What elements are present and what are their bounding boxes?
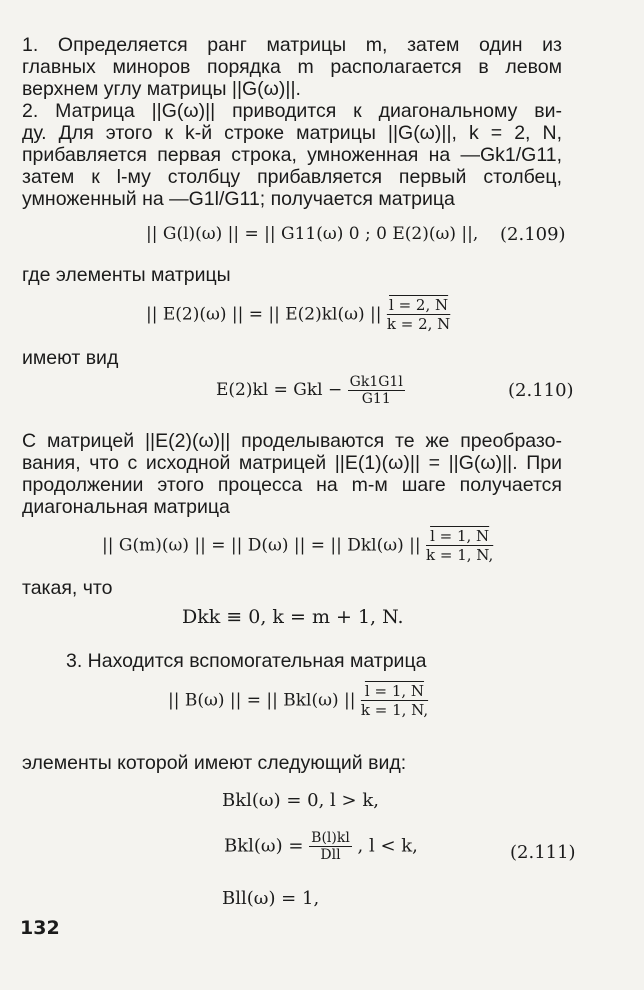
equation-lhs: || G(m)(ω) || = || D(ω) || = || Dkl(ω) || (102, 535, 421, 556)
page-number: 132 (20, 917, 60, 939)
text-line: 2. Матрица ||G(ω)|| приводится к диагональному ви- (22, 100, 562, 122)
index-range (361, 682, 428, 720)
equation-dkk: Dkk ≡ 0, k = m + 1, N. (182, 606, 404, 628)
index-range (426, 527, 493, 565)
text-line: такая, что (22, 577, 113, 599)
text-line: ду. Для этого к k-й строке матрицы ||G(ω)||, k = 2, N, (22, 122, 562, 144)
text-line: диагональная матрица (22, 496, 230, 518)
text-line: прибавляется первая строка, умноженная на —Gk1/G11, (22, 144, 562, 166)
l-range: l = 2, N (389, 296, 449, 314)
k-range: k = 2, N (386, 315, 451, 333)
text-line: затем к l-му столбцу прибавляется первый столбец, (22, 166, 562, 188)
equation-number: (2.109) (500, 224, 566, 245)
fraction (309, 830, 352, 863)
text-line: имеют вид (22, 347, 119, 369)
equation-number: (2.110) (508, 380, 574, 401)
equation-2-109: || G(l)(ω) || = || G11(ω) 0 ; 0 E(2)(ω) ||, (146, 224, 479, 244)
text-line: продолжении этого процесса на m-м шаге получается (22, 474, 562, 496)
numerator: B(l)kl (311, 830, 350, 846)
equation-diagonal (102, 527, 493, 565)
equation-2-111-line3: Bll(ω) = 1, (222, 888, 320, 909)
text-line: вания, что с исходной матрицей ||E(1)(ω)|| = ||G(ω)||. При (22, 452, 562, 474)
k-range: k = 1, N, (426, 546, 494, 564)
equation-elements (146, 296, 450, 334)
text-line: главных миноров порядка m располагается в левом (22, 56, 562, 78)
equation-lhs: || B(ω) || = || Bkl(ω) || (168, 690, 356, 711)
l-range: l = 1, N (364, 682, 425, 700)
equation-lhs: || E(2)(ω) || = || E(2)kl(ω) || (146, 304, 382, 325)
condition: , l < k, (357, 835, 418, 857)
text-line: умноженный на —G1l/G11; получается матрица (22, 188, 455, 210)
equation-2-111-line1: Bkl(ω) = 0, l > k, (222, 790, 379, 811)
numerator: Gk1G1l (349, 374, 403, 390)
fraction (348, 374, 405, 407)
denominator: G11 (361, 391, 391, 407)
equation-2-110 (216, 374, 405, 407)
equation-2-111-line2 (224, 830, 418, 863)
text-line: 1. Определяется ранг матрицы m, затем один из (22, 34, 562, 56)
text-line: верхнем углу матрицы ||G(ω)||. (22, 78, 301, 100)
equation-number: (2.111) (510, 842, 576, 863)
k-range: k = 1, N, (360, 701, 429, 719)
equation-lhs: E(2)kl = Gkl − (216, 380, 343, 400)
l-range: l = 1, N (430, 527, 490, 545)
equation-lhs: Bkl(ω) = (224, 835, 304, 857)
index-range (387, 296, 450, 334)
equation-b (168, 682, 428, 720)
text-line: элементы которой имеют следующий вид: (22, 752, 407, 774)
text-line: С матрицей ||E(2)(ω)|| проделываются те же преобразо- (22, 430, 562, 452)
denominator: Dll (320, 847, 341, 863)
text-line: где элементы матрицы (22, 264, 231, 286)
text-line: 3. Находится вспомогательная матрица (66, 650, 427, 672)
